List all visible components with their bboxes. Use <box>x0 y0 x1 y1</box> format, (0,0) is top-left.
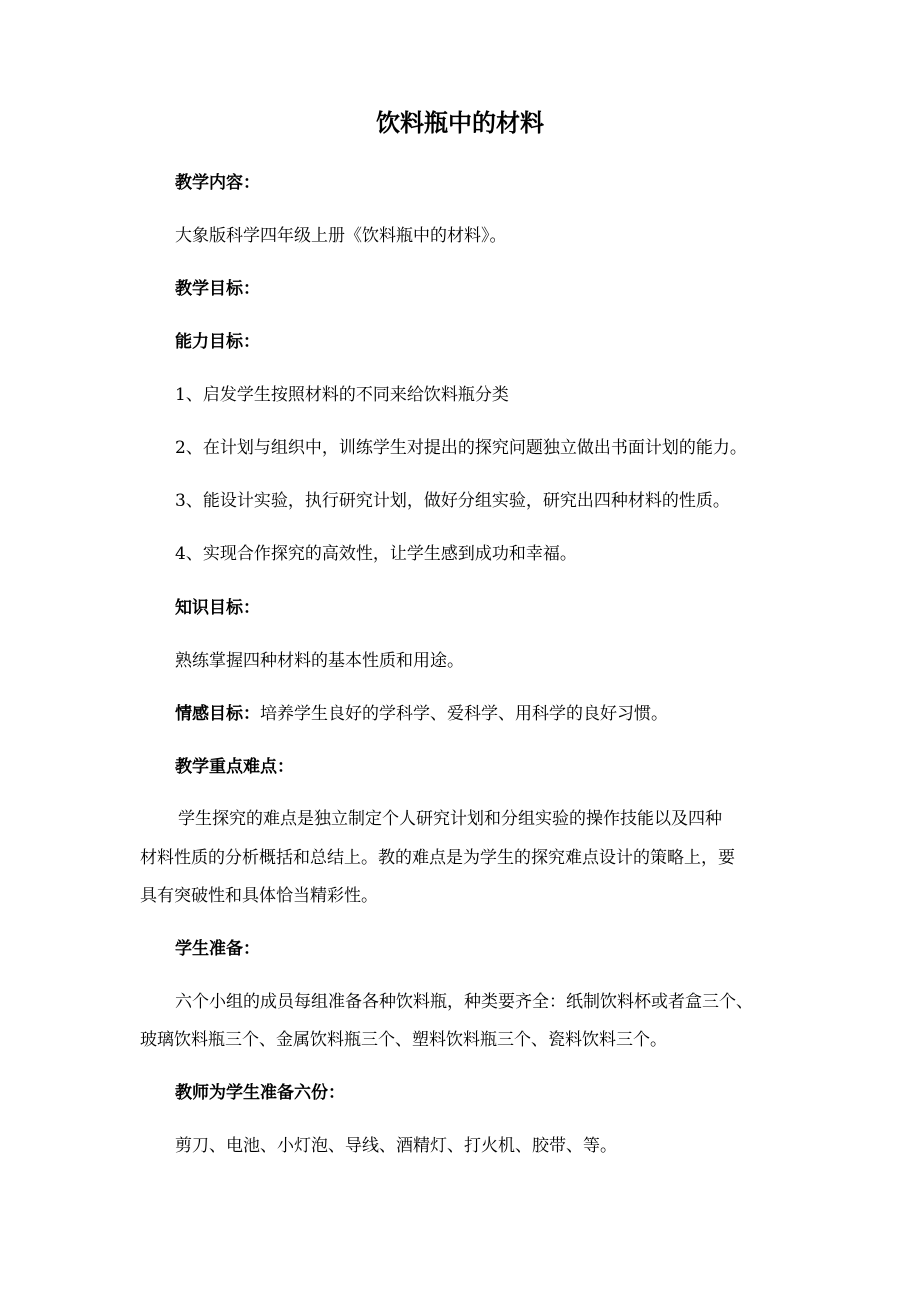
student-prep-line: 玻璃饮料瓶三个、金属饮料瓶三个、塑料饮料瓶三个、瓷料饮料三个。 <box>140 1030 667 1050</box>
knowledge-goals-text: 熟练掌握四种材料的基本性质和用途。 <box>175 651 464 671</box>
knowledge-goals-heading: 知识目标： <box>175 598 260 618</box>
emotion-goals-heading: 情感目标： <box>175 704 260 724</box>
teaching-content-heading: 教学内容： <box>175 173 260 193</box>
student-prep-heading: 学生准备： <box>175 939 260 959</box>
key-points-line: 材料性质的分析概括和总结上。教的难点是为学生的探究难点设计的策略上，要 <box>140 848 735 868</box>
emotion-goals-paragraph <box>175 703 668 725</box>
ability-goals-heading: 能力目标： <box>175 332 260 352</box>
key-points-line: 学生探究的难点是独立制定个人研究计划和分组实验的操作技能以及四种 <box>178 809 722 829</box>
teaching-goals-heading: 教学目标： <box>175 279 260 299</box>
teacher-prep-text: 剪刀、电池、小灯泡、导线、酒精灯、打火机、胶带、等。 <box>175 1136 617 1156</box>
ability-goal-item: 3、能设计实验，执行研究计划，做好分组实验，研究出四种材料的性质。 <box>175 491 730 511</box>
ability-goal-item: 1、启发学生按照材料的不同来给饮料瓶分类 <box>175 385 509 405</box>
document-title: 饮料瓶中的材料 <box>376 109 544 137</box>
key-points-line: 具有突破性和具体恰当精彩性。 <box>140 886 378 906</box>
emotion-goals-text: 培养学生良好的学科学、爱科学、用科学的良好习惯。 <box>260 704 668 724</box>
student-prep-line: 六个小组的成员每组准备各种饮料瓶，种类要齐全：纸制饮料杯或者盒三个、 <box>175 992 753 1012</box>
key-points-heading: 教学重点难点： <box>175 757 294 777</box>
ability-goal-item: 4、实现合作探究的高效性，让学生感到成功和幸福。 <box>175 544 577 564</box>
teaching-content-text: 大象版科学四年级上册《饮料瓶中的材料》。 <box>175 226 507 246</box>
teacher-prep-heading: 教师为学生准备六份： <box>175 1083 345 1103</box>
ability-goal-item: 2、在计划与组织中，训练学生对提出的探究问题独立做出书面计划的能力。 <box>175 438 747 458</box>
